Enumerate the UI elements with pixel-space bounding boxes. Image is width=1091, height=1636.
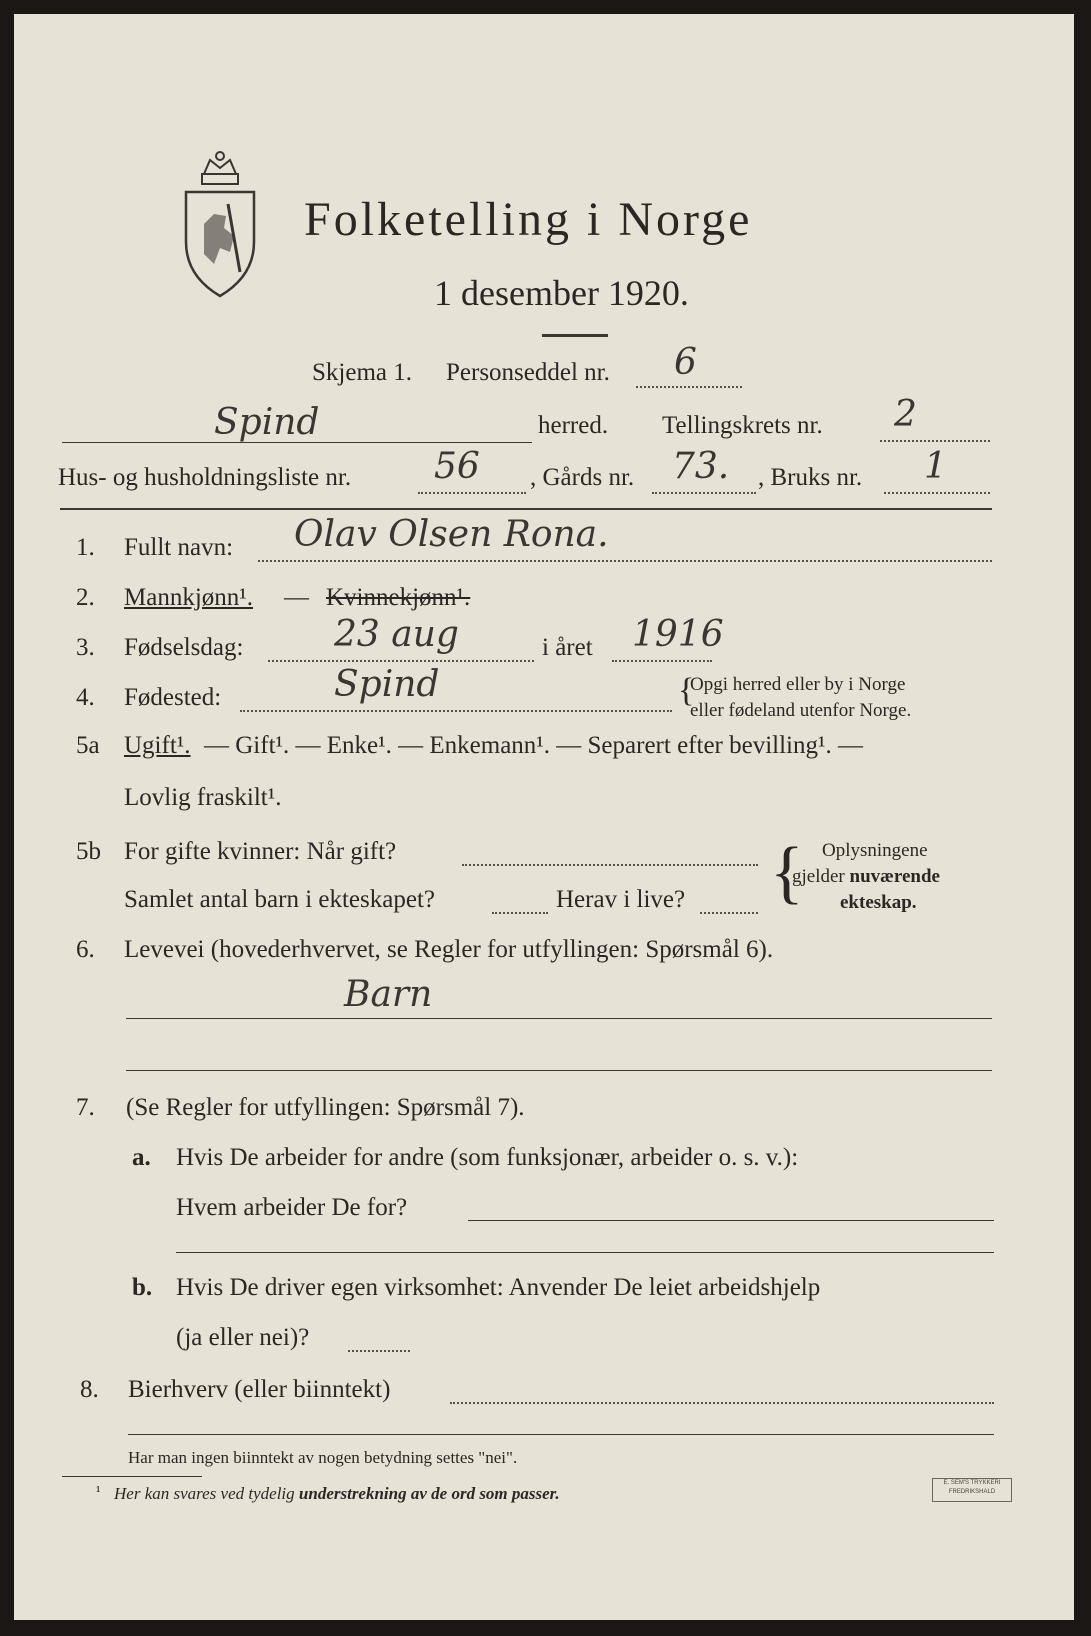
q6-label: Levevei (hovederhvervet, se Regler for utfyllingen: Spørsmål 6).: [124, 936, 774, 963]
birth-year-value[interactable]: 1916: [632, 614, 724, 655]
q7-number: 7.: [76, 1094, 95, 1121]
q1-number: 1.: [76, 534, 95, 561]
form-date: 1 desember 1920.: [434, 273, 689, 313]
no-income-note: Har man ingen biinntekt av nogen betydning settes "nei".: [128, 1448, 518, 1467]
norway-coat-of-arms-icon: [174, 144, 266, 304]
gender-separator: —: [284, 584, 309, 611]
side-income-field-line-2: [128, 1434, 994, 1435]
q5b-children-label: Samlet antal barn i ekteskapet?: [124, 886, 435, 913]
q3-number: 3.: [76, 634, 95, 661]
q5b-label: For gifte kvinner: Når gift?: [124, 838, 397, 865]
q5b-number: 5b: [76, 838, 101, 865]
married-date-field-line: [462, 864, 758, 866]
gards-label: , Gårds nr.: [530, 464, 635, 491]
marital-status-options[interactable]: — Gift¹. — Enke¹. — Enkemann¹. — Separert efter bevilling¹. —: [204, 732, 863, 759]
schema-label: Skjema 1.: [312, 359, 412, 386]
q5b-alive-label: Herav i live?: [556, 886, 686, 913]
herred-value[interactable]: Spind: [214, 402, 320, 443]
q5a-number: 5a: [76, 732, 100, 759]
lovlig-fraskilt-option[interactable]: Lovlig fraskilt¹.: [124, 784, 282, 811]
q3-year-label: i året: [542, 634, 593, 661]
herred-label: herred.: [538, 412, 609, 439]
herred-field-line: [62, 442, 532, 443]
q5b-note-line1: Oplysningene: [822, 840, 928, 861]
q7b-label: Hvis De driver egen virksomhet: Anvender De leiet arbeidshjelp: [176, 1274, 821, 1301]
birthdate-value[interactable]: 23 aug: [334, 614, 459, 655]
q4-number: 4.: [76, 684, 95, 711]
q7a-label: Hvis De arbeider for andre (som funksjonær, arbeider o. s. v.):: [176, 1144, 799, 1171]
employer-field-line-2: [176, 1252, 994, 1253]
q7a-employer-label: Hvem arbeider De for?: [176, 1194, 408, 1221]
gards-field-line: [652, 492, 756, 494]
footnote-mark: ¹: [96, 1484, 101, 1500]
q5b-note-gjelder: gjelder: [792, 866, 850, 887]
occupation-field-line-2: [126, 1070, 992, 1071]
q4-label: Fødested:: [124, 684, 222, 711]
personseddel-field-line: [636, 386, 742, 388]
q4-note-brace: {: [678, 672, 695, 709]
bruks-field-line: [884, 492, 990, 494]
form-title: Folketelling i Norge: [304, 193, 753, 246]
personseddel-label: Personseddel nr.: [446, 359, 610, 386]
q5b-note-brace: {: [770, 834, 804, 911]
title-divider: [542, 334, 608, 337]
occupation-value[interactable]: Barn: [344, 974, 433, 1015]
header-separator: [60, 508, 992, 510]
hired-help-field-line: [348, 1350, 410, 1352]
q5b-note-nuvaerende: nuværende: [849, 866, 940, 887]
birthplace-value[interactable]: Spind: [334, 664, 440, 705]
q5b-note-line2: [792, 866, 940, 888]
full-name-value[interactable]: Olav Olsen Rona.: [294, 514, 609, 555]
q3-label: Fødselsdag:: [124, 634, 244, 661]
footnote-text-bold: understrekning av de ord som passer.: [298, 1484, 560, 1503]
husliste-field-line: [418, 492, 526, 494]
personseddel-value[interactable]: 6: [674, 342, 697, 383]
footnote-divider: [62, 1476, 202, 1477]
q5b-note-line3: ekteskap.: [840, 892, 917, 913]
ugift-option[interactable]: Ugift¹.: [124, 732, 191, 759]
q7b-yes-no-label: (ja eller nei)?: [176, 1324, 310, 1351]
q7-label: (Se Regler for utfyllingen: Spørsmål 7).: [126, 1094, 525, 1121]
q7b-letter: b.: [132, 1274, 153, 1301]
q2-number: 2.: [76, 584, 95, 611]
birth-year-field-line: [612, 660, 712, 662]
tellingskrets-field-line: [880, 440, 990, 442]
side-income-field-line: [450, 1402, 994, 1404]
tellingskrets-label: Tellingskrets nr.: [662, 412, 823, 439]
husliste-label: Hus- og husholdningsliste nr.: [58, 464, 352, 491]
bruks-value[interactable]: 1: [924, 446, 947, 487]
census-form: [14, 14, 1074, 1620]
full-name-field-line: [258, 560, 992, 562]
q4-note-line1: Opgi herred eller by i Norge: [690, 674, 906, 695]
gards-value[interactable]: 73.: [672, 446, 730, 487]
children-count-field-line: [492, 912, 548, 914]
birthdate-field-line: [268, 660, 534, 662]
children-alive-field-line: [700, 912, 758, 914]
q6-number: 6.: [76, 936, 95, 963]
employer-field-line: [468, 1220, 994, 1221]
q1-label: Fullt navn:: [124, 534, 234, 561]
female-option[interactable]: Kvinnekjønn¹.: [326, 584, 471, 611]
q8-number: 8.: [80, 1376, 99, 1403]
male-option[interactable]: Mannkjønn¹.: [124, 584, 254, 611]
footnote-text: Her kan svares ved tydelig: [114, 1484, 299, 1503]
tellingskrets-value[interactable]: 2: [894, 394, 917, 435]
bruks-label: , Bruks nr.: [758, 464, 863, 491]
printer-stamp: E. SEM'S TRYKKERI FREDRIKSHALD: [932, 1478, 1012, 1502]
occupation-field-line: [126, 1018, 992, 1019]
husliste-value[interactable]: 56: [434, 446, 480, 487]
birthplace-field-line: [240, 710, 672, 712]
footnote: [114, 1484, 560, 1504]
q7a-letter: a.: [132, 1144, 151, 1171]
q8-label: Bierhverv (eller biinntekt): [128, 1376, 391, 1403]
q4-note-line2: eller fødeland utenfor Norge.: [690, 700, 912, 721]
